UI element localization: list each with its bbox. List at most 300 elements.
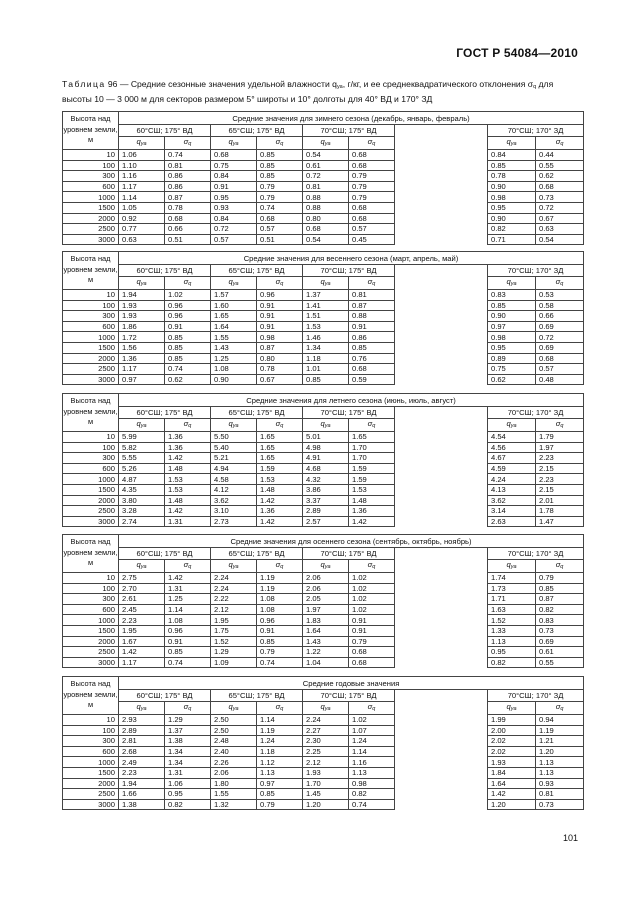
q-subscript: уа <box>140 281 147 287</box>
sigma-value: 1.12 <box>257 757 303 768</box>
q-value: 2.75 <box>119 573 165 584</box>
sector-header: 65°СШ; 175° ВД <box>211 407 303 419</box>
table-row <box>63 789 584 800</box>
sigma-value: 1.42 <box>165 453 211 464</box>
q-symbol <box>488 560 536 573</box>
sigma-symbol <box>349 419 395 432</box>
sigma-symbol <box>165 702 211 715</box>
sigma-value: 0.87 <box>257 342 303 353</box>
height-value: 3000 <box>63 374 119 385</box>
q-letter: q <box>228 277 233 286</box>
sigma-subscript: q <box>560 281 564 287</box>
height-value: 2500 <box>63 647 119 658</box>
q-value: 1.93 <box>119 300 165 311</box>
sigma-value: 1.42 <box>165 573 211 584</box>
q-letter: q <box>506 702 511 711</box>
q-symbol <box>488 702 536 715</box>
gap-cell <box>395 484 488 495</box>
sigma-symbol <box>257 277 303 290</box>
q-symbol <box>488 137 536 150</box>
q-letter: q <box>228 419 233 428</box>
q-value: 1.38 <box>119 799 165 810</box>
sigma-value: 0.91 <box>257 300 303 311</box>
sigma-value: 0.94 <box>536 715 584 726</box>
q-letter: q <box>136 419 141 428</box>
sigma-value: 0.51 <box>165 234 211 245</box>
sigma-value: 0.86 <box>165 181 211 192</box>
q-value: 0.84 <box>488 150 536 161</box>
gap-cell <box>395 463 488 474</box>
q-value: 1.08 <box>211 364 257 375</box>
table-row <box>63 778 584 789</box>
sigma-value: 1.02 <box>165 290 211 301</box>
q-value: 1.66 <box>119 789 165 800</box>
height-value: 2500 <box>63 224 119 235</box>
q-letter: q <box>506 419 511 428</box>
table-row <box>63 495 584 506</box>
q-value: 5.40 <box>211 442 257 453</box>
gap-cell <box>395 353 488 364</box>
sigma-letter: σ <box>367 277 373 286</box>
table-row <box>63 715 584 726</box>
q-value: 0.85 <box>303 374 349 385</box>
sigma-letter: σ <box>183 277 189 286</box>
gap-cell <box>395 548 488 560</box>
q-value: 1.09 <box>211 657 257 668</box>
q-value: 2.24 <box>211 583 257 594</box>
sigma-subscript: q <box>188 141 192 147</box>
height-value: 1500 <box>63 767 119 778</box>
q-symbol <box>119 419 165 432</box>
sigma-value: 0.68 <box>349 202 395 213</box>
sigma-symbol <box>349 137 395 150</box>
q-value: 0.89 <box>488 353 536 364</box>
sector-header: 65°СШ; 175° ВД <box>211 125 303 137</box>
caption-text: 96 — Средние сезонные значения удельной влажности q <box>105 79 337 89</box>
height-value: 2500 <box>63 364 119 375</box>
sigma-value: 0.79 <box>257 181 303 192</box>
sector-header: 70°СШ; 170° ЗД <box>488 265 584 277</box>
height-value: 600 <box>63 321 119 332</box>
table-row <box>63 321 584 332</box>
height-value: 3000 <box>63 234 119 245</box>
sigma-value: 0.74 <box>165 150 211 161</box>
caption-label: Таблица <box>62 79 106 89</box>
height-value: 3000 <box>63 516 119 527</box>
sigma-value: 0.68 <box>536 181 584 192</box>
q-subscript: уа <box>140 564 147 570</box>
sigma-value: 1.02 <box>349 604 395 615</box>
q-value: 0.63 <box>119 234 165 245</box>
sigma-letter: σ <box>275 419 281 428</box>
sigma-value: 0.85 <box>257 789 303 800</box>
sigma-value: 0.66 <box>165 224 211 235</box>
sigma-symbol <box>536 419 584 432</box>
sigma-value: 1.53 <box>349 484 395 495</box>
gap-cell <box>395 137 488 150</box>
q-value: 2.81 <box>119 736 165 747</box>
height-value: 2000 <box>63 213 119 224</box>
sigma-value: 0.80 <box>257 353 303 364</box>
sigma-value: 1.07 <box>349 725 395 736</box>
sector-header: 70°СШ; 170° ЗД <box>488 407 584 419</box>
sector-header: 70°СШ; 175° ВД <box>303 125 395 137</box>
gap-cell <box>395 594 488 605</box>
table-row <box>63 442 584 453</box>
q-value: 0.72 <box>303 171 349 182</box>
height-value: 300 <box>63 171 119 182</box>
sector-header: 65°СШ; 175° ВД <box>211 265 303 277</box>
table-row <box>63 224 584 235</box>
sigma-letter: σ <box>367 560 373 569</box>
q-value: 1.25 <box>211 353 257 364</box>
table-row <box>63 432 584 443</box>
gap-cell <box>395 573 488 584</box>
height-value: 2500 <box>63 789 119 800</box>
q-value: 1.73 <box>488 583 536 594</box>
height-value: 300 <box>63 311 119 322</box>
q-value: 1.64 <box>303 625 349 636</box>
sigma-value: 0.91 <box>165 636 211 647</box>
sigma-value: 0.74 <box>349 799 395 810</box>
table-row <box>63 342 584 353</box>
q-symbol <box>303 702 349 715</box>
season-table <box>62 676 584 810</box>
q-value: 3.86 <box>303 484 349 495</box>
q-subscript: уа <box>232 706 239 712</box>
q-subscript: уа <box>510 281 517 287</box>
q-value: 1.34 <box>303 342 349 353</box>
height-value: 3000 <box>63 657 119 668</box>
q-value: 1.71 <box>488 594 536 605</box>
q-subscript: уа <box>324 281 331 287</box>
sigma-value: 0.87 <box>349 300 395 311</box>
sector-header: 70°СШ; 175° ВД <box>303 690 395 702</box>
q-value: 5.21 <box>211 453 257 464</box>
height-value: 10 <box>63 715 119 726</box>
q-value: 2.06 <box>303 573 349 584</box>
q-value: 1.42 <box>119 647 165 658</box>
table-row <box>63 181 584 192</box>
sigma-letter: σ <box>555 277 561 286</box>
height-value: 2000 <box>63 353 119 364</box>
sigma-letter: σ <box>183 419 189 428</box>
sigma-value: 1.02 <box>349 594 395 605</box>
sigma-value: 0.74 <box>165 364 211 375</box>
q-value: 4.59 <box>488 463 536 474</box>
q-value: 3.14 <box>488 506 536 517</box>
q-value: 0.75 <box>211 160 257 171</box>
gap-cell <box>395 474 488 485</box>
gap-cell <box>395 715 488 726</box>
sigma-value: 0.53 <box>536 290 584 301</box>
q-value: 1.55 <box>211 789 257 800</box>
sigma-value: 0.69 <box>536 342 584 353</box>
sector-header: 70°СШ; 175° ВД <box>303 265 395 277</box>
q-value: 2.23 <box>119 615 165 626</box>
q-value: 0.71 <box>488 234 536 245</box>
q-subscript: уа <box>140 141 147 147</box>
q-value: 0.88 <box>303 192 349 203</box>
q-value: 3.37 <box>303 495 349 506</box>
table-row <box>63 453 584 464</box>
q-value: 0.91 <box>211 181 257 192</box>
sector-header: 60°СШ; 175° ВД <box>119 407 211 419</box>
sigma-value: 0.85 <box>536 583 584 594</box>
sigma-value: 0.86 <box>165 171 211 182</box>
table-row <box>63 160 584 171</box>
height-value: 300 <box>63 736 119 747</box>
sigma-value: 0.58 <box>536 300 584 311</box>
q-value: 0.85 <box>488 160 536 171</box>
sigma-value: 0.91 <box>257 311 303 322</box>
sigma-value: 0.74 <box>257 657 303 668</box>
q-value: 3.62 <box>488 495 536 506</box>
height-value: 10 <box>63 150 119 161</box>
gap-cell <box>395 583 488 594</box>
q-value: 1.94 <box>119 290 165 301</box>
sigma-value: 0.55 <box>536 160 584 171</box>
sigma-value: 0.68 <box>349 213 395 224</box>
sigma-value: 0.68 <box>349 657 395 668</box>
sigma-subscript: q <box>372 423 376 429</box>
q-value: 1.17 <box>119 181 165 192</box>
sigma-value: 0.48 <box>536 374 584 385</box>
q-value: 1.95 <box>211 615 257 626</box>
q-subscript: уа <box>232 281 239 287</box>
q-value: 5.82 <box>119 442 165 453</box>
sigma-value: 2.15 <box>536 463 584 474</box>
sigma-value: 0.81 <box>536 789 584 800</box>
sector-header: 60°СШ; 175° ВД <box>119 548 211 560</box>
q-value: 1.01 <box>303 364 349 375</box>
sigma-subscript: q <box>188 706 192 712</box>
sigma-value: 0.55 <box>536 657 584 668</box>
q-value: 1.83 <box>303 615 349 626</box>
q-subscript: уа <box>232 564 239 570</box>
sigma-value: 1.19 <box>536 725 584 736</box>
table-row <box>63 625 584 636</box>
height-value: 600 <box>63 604 119 615</box>
height-value: 300 <box>63 453 119 464</box>
q-symbol <box>211 137 257 150</box>
q-value: 0.95 <box>488 647 536 658</box>
q-value: 0.78 <box>488 171 536 182</box>
table-row <box>63 516 584 527</box>
q-value: 1.84 <box>488 767 536 778</box>
q-value: 0.61 <box>303 160 349 171</box>
gap-cell <box>395 516 488 527</box>
sigma-value: 0.57 <box>536 364 584 375</box>
q-value: 0.98 <box>488 332 536 343</box>
q-subscript: уа <box>232 423 239 429</box>
sigma-value: 0.67 <box>536 213 584 224</box>
q-value: 4.54 <box>488 432 536 443</box>
sigma-value: 0.85 <box>257 636 303 647</box>
q-value: 2.73 <box>211 516 257 527</box>
sigma-value: 1.48 <box>165 495 211 506</box>
q-value: 0.90 <box>488 311 536 322</box>
gap-cell <box>395 202 488 213</box>
sigma-symbol <box>165 419 211 432</box>
q-value: 1.99 <box>488 715 536 726</box>
table-row <box>63 636 584 647</box>
sector-header: 70°СШ; 170° ЗД <box>488 690 584 702</box>
q-symbol <box>303 277 349 290</box>
sigma-value: 1.13 <box>536 767 584 778</box>
sigma-value: 0.85 <box>165 332 211 343</box>
sigma-value: 0.88 <box>349 311 395 322</box>
sigma-value: 0.87 <box>536 594 584 605</box>
q-value: 1.20 <box>303 799 349 810</box>
sigma-value: 0.69 <box>536 321 584 332</box>
q-value: 2.61 <box>119 594 165 605</box>
sigma-value: 0.95 <box>165 789 211 800</box>
gap-cell <box>395 636 488 647</box>
sigma-value: 0.69 <box>536 636 584 647</box>
sigma-value: 1.14 <box>165 604 211 615</box>
sigma-value: 1.19 <box>257 583 303 594</box>
q-value: 0.57 <box>211 234 257 245</box>
q-value: 0.62 <box>488 374 536 385</box>
sigma-subscript: q <box>560 423 564 429</box>
season-table <box>62 111 584 245</box>
sigma-value: 1.97 <box>536 442 584 453</box>
sigma-value: 0.76 <box>349 353 395 364</box>
sigma-value: 1.79 <box>536 432 584 443</box>
gap-cell <box>395 290 488 301</box>
sigma-subscript: q <box>280 141 284 147</box>
caption-text-2: , г/кг, и ее среднеквадратического отклонения σ <box>342 79 534 89</box>
sigma-value: 0.82 <box>165 799 211 810</box>
gap-cell <box>395 442 488 453</box>
table-caption <box>62 79 580 105</box>
q-value: 2.49 <box>119 757 165 768</box>
q-value: 1.36 <box>119 353 165 364</box>
table-row <box>63 364 584 375</box>
height-value: 2000 <box>63 636 119 647</box>
q-value: 1.86 <box>119 321 165 332</box>
sigma-value: 1.53 <box>165 484 211 495</box>
gap-cell <box>395 277 488 290</box>
table-row <box>63 150 584 161</box>
q-value: 2.89 <box>303 506 349 517</box>
sigma-value: 1.34 <box>165 757 211 768</box>
q-value: 2.12 <box>303 757 349 768</box>
sigma-value: 1.48 <box>165 463 211 474</box>
height-column-header: Высота над уровнем земли, м <box>63 252 119 290</box>
q-value: 0.82 <box>488 657 536 668</box>
sigma-symbol <box>536 560 584 573</box>
q-value: 1.46 <box>303 332 349 343</box>
q-value: 2.24 <box>303 715 349 726</box>
q-value: 2.40 <box>211 746 257 757</box>
table-row <box>63 234 584 245</box>
height-value: 100 <box>63 442 119 453</box>
table-row <box>63 746 584 757</box>
table-row <box>63 353 584 364</box>
height-value: 1500 <box>63 625 119 636</box>
sigma-value: 1.20 <box>536 746 584 757</box>
height-value: 2500 <box>63 506 119 517</box>
q-value: 0.97 <box>119 374 165 385</box>
sigma-letter: σ <box>367 137 373 146</box>
q-value: 2.70 <box>119 583 165 594</box>
q-value: 1.43 <box>303 636 349 647</box>
q-value: 1.17 <box>119 657 165 668</box>
q-value: 0.93 <box>211 202 257 213</box>
sigma-value: 0.45 <box>349 234 395 245</box>
q-value: 1.57 <box>211 290 257 301</box>
gap-cell <box>395 224 488 235</box>
sigma-value: 1.70 <box>349 442 395 453</box>
sigma-value: 0.78 <box>257 364 303 375</box>
sigma-value: 0.91 <box>349 321 395 332</box>
sigma-value: 1.65 <box>257 442 303 453</box>
sigma-value: 1.18 <box>257 746 303 757</box>
height-value: 1000 <box>63 332 119 343</box>
height-value: 100 <box>63 725 119 736</box>
q-value: 1.80 <box>211 778 257 789</box>
q-value: 0.68 <box>303 224 349 235</box>
q-value: 1.45 <box>303 789 349 800</box>
sigma-value: 0.57 <box>349 224 395 235</box>
table-row <box>63 192 584 203</box>
q-value: 4.12 <box>211 484 257 495</box>
q-value: 0.75 <box>488 364 536 375</box>
height-value: 1000 <box>63 615 119 626</box>
sigma-value: 1.13 <box>536 757 584 768</box>
height-value: 2000 <box>63 778 119 789</box>
q-value: 1.52 <box>488 615 536 626</box>
q-value: 1.64 <box>211 321 257 332</box>
q-value: 0.90 <box>488 181 536 192</box>
height-value: 600 <box>63 463 119 474</box>
q-value: 1.53 <box>303 321 349 332</box>
table-row <box>63 647 584 658</box>
q-symbol <box>303 560 349 573</box>
season-table <box>62 251 584 385</box>
height-value: 1000 <box>63 474 119 485</box>
q-letter: q <box>136 137 141 146</box>
sigma-value: 0.68 <box>349 160 395 171</box>
sigma-value: 1.19 <box>257 725 303 736</box>
q-symbol <box>488 419 536 432</box>
sigma-value: 1.42 <box>257 516 303 527</box>
q-value: 0.80 <box>303 213 349 224</box>
q-letter: q <box>228 137 233 146</box>
q-value: 5.26 <box>119 463 165 474</box>
gap-cell <box>395 125 488 137</box>
q-value: 1.95 <box>119 625 165 636</box>
q-value: 0.88 <box>303 202 349 213</box>
sigma-value: 0.68 <box>536 353 584 364</box>
sigma-value: 0.68 <box>349 647 395 658</box>
q-value: 2.22 <box>211 594 257 605</box>
q-value: 4.91 <box>303 453 349 464</box>
q-value: 1.42 <box>488 789 536 800</box>
sigma-value: 0.82 <box>349 789 395 800</box>
sigma-value: 0.96 <box>257 615 303 626</box>
sigma-letter: σ <box>275 277 281 286</box>
gap-cell <box>395 374 488 385</box>
sigma-value: 0.66 <box>536 311 584 322</box>
q-value: 3.10 <box>211 506 257 517</box>
q-value: 2.00 <box>488 725 536 736</box>
sigma-value: 0.72 <box>536 202 584 213</box>
q-value: 1.16 <box>119 171 165 182</box>
sigma-value: 0.91 <box>257 321 303 332</box>
